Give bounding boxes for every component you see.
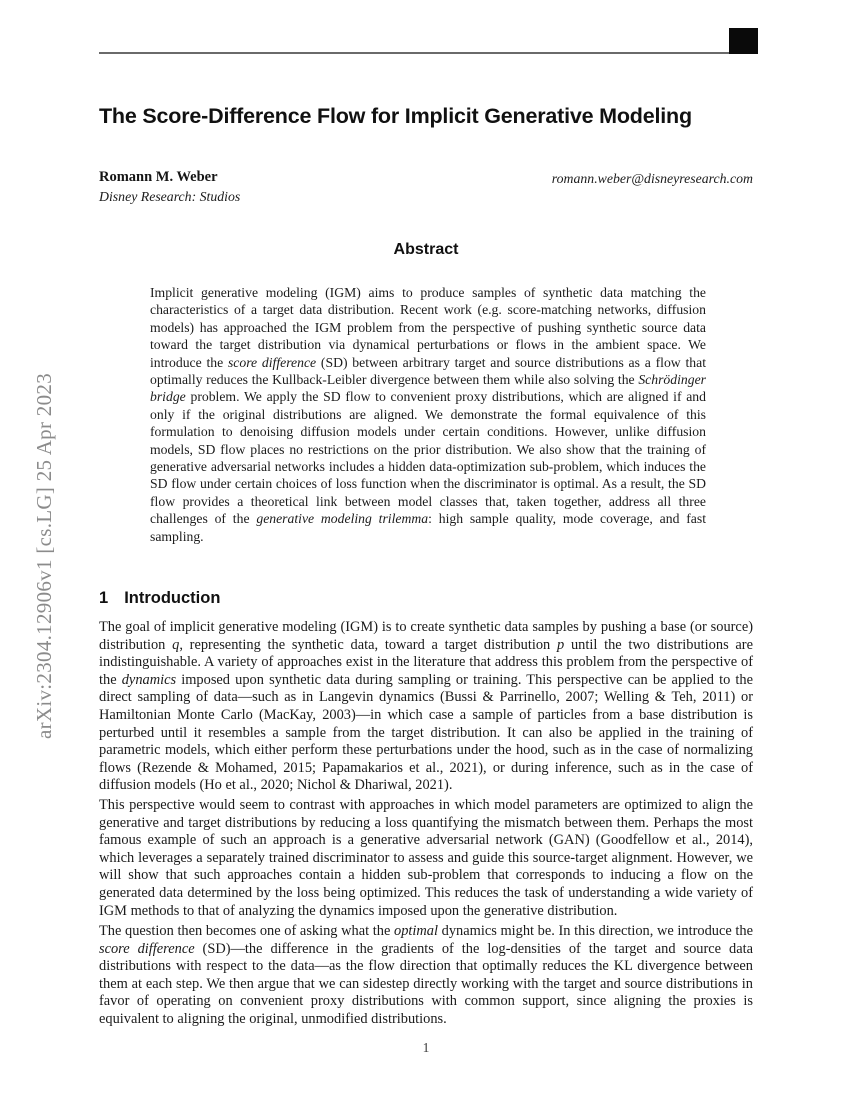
paper-title: The Score-Difference Flow for Implicit Generative Modeling	[99, 104, 692, 128]
section-number: 1	[99, 589, 109, 607]
section-1-heading	[99, 589, 220, 608]
author-block	[99, 169, 753, 205]
arxiv-watermark: arXiv:2304.12906v1 [cs.LG] 25 Apr 2023	[32, 372, 56, 740]
section-title: Introduction	[124, 589, 221, 607]
header-rule	[99, 52, 753, 54]
intro-paragraph-1: The goal of implicit generative modeling (IGM) is to create synthetic data samples by pushing a base (or source) distribution q, representing the synthetic data, toward a target distribution p until the two distributions are indistinguishable. A variety of approaches exist in the literature that address this problem from the perspective of the dynamics imposed upon synthetic data during sampling or training. This perspective can be applied to the direct sampling of data—such as in Langevin dynamics (Bussi & Parrinello, 2007; Welling & Teh, 2011) or Hamiltonian Monte Carlo (MacKay, 2003)—in which case a sample of particles from a base distribution is perturbed until it resembles a sample from the target distribution. It can also be applied in the training of parametric models, which either perform these perturbations under the hood, such as in the case of normalizing flows (Rezende & Mohamed, 2015; Papamakarios et al., 2021), or during inference, such as in the case of diffusion models (Ho et al., 2020; Nichol & Dhariwal, 2021).	[99, 619, 753, 794]
abstract-heading: Abstract	[393, 241, 459, 258]
intro-paragraph-2: This perspective would seem to contrast with approaches in which model parameters are optimized to align the generative and target distributions by reducing a loss quantifying the mismatch between them. Perhaps the most famous example of such an approach is a generative adversarial network (GAN) (Goodfellow et al., 2014), which leverages a separately trained discriminator to assess and guide this source-target alignment. However, we will show that such approaches contain a hidden sub-problem that corresponds to inducing a flow on the generated data determined by the loss being optimized. This reduces the task of understanding a wide variety of IGM methods to that of analyzing the dynamics imposed upon the generative distribution.	[99, 797, 753, 919]
page-number: 1	[422, 1040, 430, 1055]
author-email: romann.weber@disneyresearch.com	[551, 171, 753, 186]
margin-overflow-marker	[729, 28, 758, 54]
abstract-text: Implicit generative modeling (IGM) aims to produce samples of synthetic data matching the characteristics of a target data distribution. Recent work (e.g. score-matching networks, diffusion models) has approached the IGM problem from the perspective of pushing synthetic source data toward the target distribution via dynamical perturbations or flows in the ambient space. We introduce the score difference (SD) between arbitrary target and source distributions as a flow that optimally reduces the Kullback-Leibler divergence between them while also solving the Schrödinger bridge problem. We apply the SD flow to convenient proxy distributions, which are aligned if and only if the original distributions are aligned. We demonstrate the formal equivalence of this formulation to denoising diffusion models under certain conditions. However, unlike diffusion models, SD flow places no restrictions on the prior distribution. We also show that the training of generative adversarial networks includes a hidden data-optimization sub-problem, which induces the SD flow under certain choices of loss function when the discriminator is optimal. As a result, the SD flow provides a theoretical link between model classes that, taken together, address all three challenges of the generative modeling trilemma: high sample quality, mode coverage, and fast sampling.	[150, 285, 707, 544]
intro-paragraph-3: The question then becomes one of asking what the optimal dynamics might be. In this direction, we introduce the score difference (SD)—the difference in the gradients of the log-densities of the target and source data distributions with respect to the data—as the flow direction that optimally reduces the KL divergence between them at each step. We then argue that we can sidestep directly working with the target and source distributions in favor of operating on convenient proxy distributions with common support, since aligning the proxies is equivalent to aligning the original, unmodified distributions.	[99, 923, 753, 1027]
author-name: Romann M. Weber	[99, 169, 218, 185]
author-affiliation: Disney Research: Studios	[99, 189, 241, 204]
